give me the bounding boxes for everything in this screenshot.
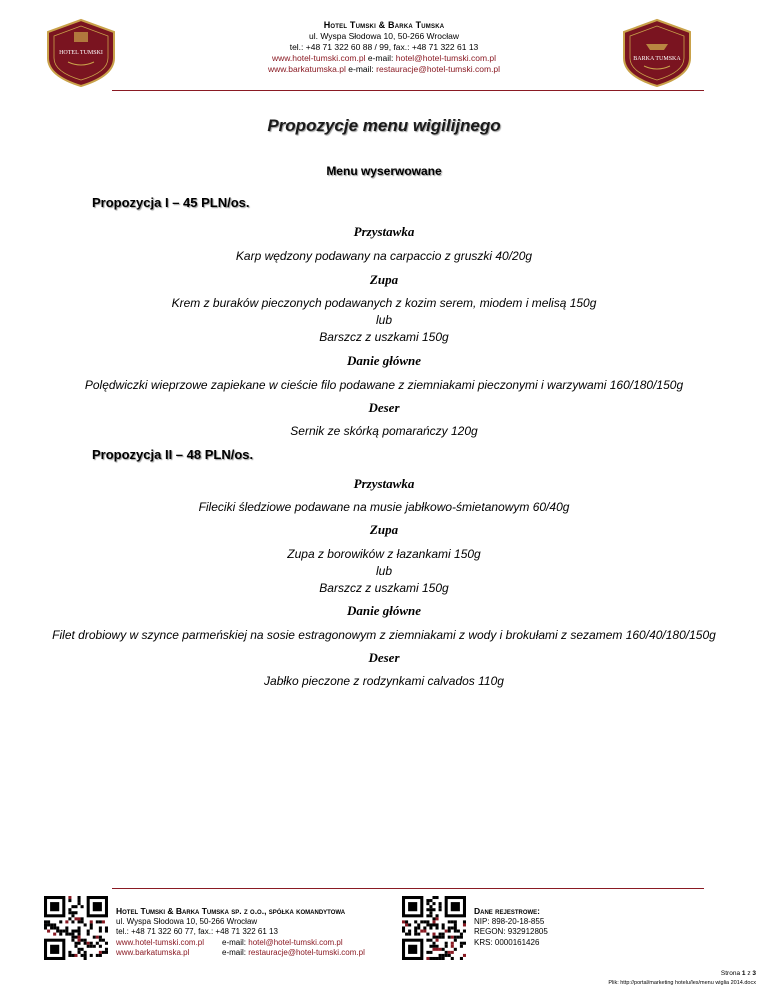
page-of: z (747, 970, 751, 977)
menu-item: Barszcz z uszkami 150g (319, 330, 449, 344)
hotel-email-link[interactable]: hotel@hotel-tumski.com.pl (395, 53, 497, 63)
footer-company-info (116, 906, 365, 959)
total-pages: 3 (752, 970, 756, 977)
header-divider (112, 90, 704, 91)
email-label: e-mail: (348, 64, 374, 74)
footer-company-name: Hotel Tumski & Barka Tumska sp. z o.o., spółka komandytowa (116, 906, 346, 916)
current-page: 1 (741, 970, 746, 977)
footer-barka-website-link[interactable]: www.barkatumska.pl (116, 948, 190, 957)
letterhead (200, 20, 568, 75)
hotel-tumski-logo (44, 18, 118, 88)
hotel-website-link[interactable]: www.hotel-tumski.com.pl (271, 53, 366, 63)
barka-website-link[interactable]: www.barkatumska.pl (267, 64, 346, 74)
section-heading: Danie główne (346, 353, 422, 368)
registration-info (474, 906, 548, 948)
proposal-1-heading: Propozycja I – 45 PLN/os. (92, 195, 250, 210)
menu-or: lub (375, 564, 392, 578)
page-subtitle: Menu wyserwowane (326, 164, 442, 178)
file-path: Plik: http://portal/marketing hotelu/les/menu wiglia 2014.docx (608, 980, 756, 986)
header-line4 (200, 64, 568, 75)
section-heading: Deser (368, 400, 400, 415)
menu-item: Krem z buraków pieczonych podawanych z kozim serem, miodem i melisą 150g (171, 296, 597, 310)
header-line3 (200, 53, 568, 64)
registration-title: Dane rejestrowe: (474, 906, 541, 916)
menu-item: Polędwiczki wieprzowe zapiekane w cieście filo podawane z ziemniakami pieczonymi i warzywami 160/180/150g (84, 378, 684, 392)
section-heading: Przystawka (353, 224, 415, 239)
footer-restaurant-email-link[interactable]: restauracje@hotel-tumski.com.pl (248, 948, 365, 957)
section-heading: Danie główne (346, 603, 422, 618)
page-label: Strona (720, 970, 741, 977)
menu-or: lub (375, 313, 392, 327)
footer-address: ul. Wyspa Słodowa 10, 50-266 Wrocław (116, 916, 258, 926)
section-heading: Zupa (369, 522, 399, 537)
menu-item: Karp wędzony podawany na carpaccio z gruszki 40/20g (235, 249, 533, 263)
menu-item: Barszcz z uszkami 150g (319, 581, 449, 595)
footer-hotel-email-link[interactable]: hotel@hotel-tumski.com.pl (248, 937, 343, 947)
qr-code-icon (402, 896, 466, 960)
footer-phone: tel.: +48 71 322 60 77, fax.: +48 71 322 61 13 (116, 927, 278, 936)
email-label: e-mail: (222, 948, 247, 957)
section-heading: Przystawka (353, 476, 415, 491)
header-phone: tel.: +48 71 322 60 88 / 99, fax.: +48 71 322 61 13 (289, 42, 479, 52)
footer-hotel-website-link[interactable]: www.hotel-tumski.com.pl (116, 937, 205, 947)
menu-item: Zupa z borowików z łazankami 150g (287, 547, 481, 561)
nip: NIP: 898-20-18-855 (474, 916, 545, 926)
menu-item: Filet drobiowy w szynce parmeńskiej na sosie estragonowym z ziemniakami z wody i brokułami z sezamem 160/40/180/150g (52, 628, 716, 642)
menu-item: Jabłko pieczone z rodzynkami calvados 110g (264, 674, 504, 688)
qr-code-icon (44, 896, 108, 960)
proposal-2-heading: Propozycja II – 48 PLN/os. (92, 447, 254, 462)
email-label: e-mail: (367, 53, 394, 63)
hotel-name: Hotel Tumski & Barka Tumska (323, 20, 445, 30)
section-heading: Deser (368, 650, 400, 665)
page-title: Propozycje menu wigilijnego (267, 116, 501, 135)
svg-text:BARKA TUMSKA: BARKA TUMSKA (633, 56, 681, 62)
header-address: ul. Wyspa Słodowa 10, 50-266 Wrocław (308, 31, 459, 41)
page-number (560, 970, 756, 977)
regon: REGON: 932912805 (474, 927, 548, 936)
barka-tumska-logo (620, 18, 694, 88)
restaurant-email-link[interactable]: restauracje@hotel-tumski.com.pl (376, 64, 501, 74)
section-heading: Zupa (369, 272, 399, 287)
krs: KRS: 0000161426 (474, 937, 540, 947)
menu-item: Sernik ze skórką pomarańczy 120g (290, 424, 478, 438)
footer-divider (112, 888, 704, 889)
svg-text:HOTEL TUMSKI: HOTEL TUMSKI (59, 50, 103, 56)
email-label: e-mail: (222, 937, 247, 947)
menu-item: Fileciki śledziowe podawane na musie jabłkowo-śmietanowym 60/40g (198, 500, 570, 514)
